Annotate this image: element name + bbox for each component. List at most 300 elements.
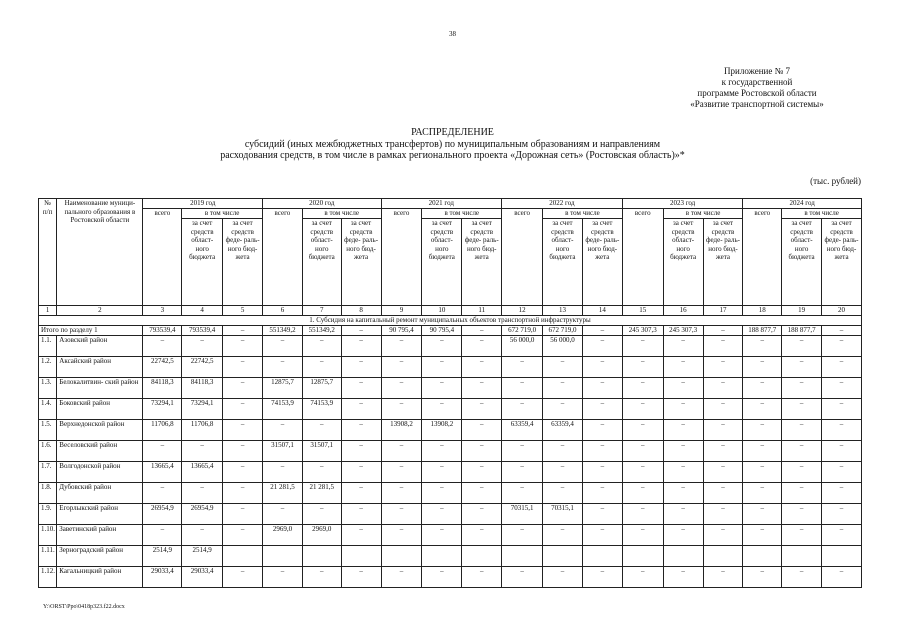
value-cell: – (582, 524, 622, 545)
value-cell: – (341, 335, 381, 356)
value-cell (822, 545, 862, 566)
total-cell: 245 307,3 (622, 325, 663, 335)
value-cell: – (302, 461, 341, 482)
value-cell (582, 545, 622, 566)
value-cell: – (822, 482, 862, 503)
value-cell: – (782, 566, 822, 587)
row-number: 1.2. (39, 356, 57, 377)
value-cell: 21 281,5 (302, 482, 341, 503)
table-row (39, 377, 862, 398)
value-cell: – (341, 440, 381, 461)
value-cell: 11706,8 (182, 419, 223, 440)
column-number: 12 (502, 306, 543, 316)
value-cell: – (622, 566, 663, 587)
year-header: 2021 год (381, 199, 502, 209)
value-cell: – (543, 461, 583, 482)
col-header-regional-budget: за счет средств област- ного бюджета (663, 219, 703, 306)
value-cell: – (582, 419, 622, 440)
table-row (39, 398, 862, 419)
value-cell: – (223, 335, 263, 356)
column-number: 18 (743, 306, 782, 316)
value-cell: – (663, 356, 703, 377)
value-cell: – (782, 482, 822, 503)
value-cell: – (743, 524, 782, 545)
col-header-including: в том числе (422, 209, 502, 219)
value-cell: – (381, 503, 422, 524)
value-cell: – (341, 524, 381, 545)
col-header-including: в том числе (182, 209, 263, 219)
value-cell: – (543, 440, 583, 461)
value-cell: – (462, 398, 502, 419)
total-cell: 245 307,3 (663, 325, 703, 335)
value-cell (622, 545, 663, 566)
value-cell: 31507,1 (263, 440, 303, 461)
column-number: 16 (663, 306, 703, 316)
value-cell: – (462, 461, 502, 482)
value-cell: – (622, 503, 663, 524)
col-header-regional-budget: за счет средств област- ного бюджета (422, 219, 462, 306)
value-cell: – (743, 461, 782, 482)
value-cell: – (622, 356, 663, 377)
value-cell: – (223, 440, 263, 461)
value-cell: – (341, 482, 381, 503)
appendix-line: Приложение № 7 (724, 66, 790, 76)
value-cell: – (462, 377, 502, 398)
value-cell: – (341, 398, 381, 419)
row-number: 1.8. (39, 482, 57, 503)
value-cell: – (822, 398, 862, 419)
value-cell: – (223, 524, 263, 545)
value-cell: – (182, 335, 223, 356)
value-cell (663, 545, 703, 566)
value-cell: – (822, 419, 862, 440)
value-cell: 22742,5 (143, 356, 182, 377)
total-cell: – (582, 325, 622, 335)
column-number: 6 (263, 306, 303, 316)
municipality-name: Волгодонской район (57, 461, 143, 482)
column-number: 13 (543, 306, 583, 316)
value-cell: – (422, 482, 462, 503)
value-cell: – (782, 461, 822, 482)
value-cell: – (462, 440, 502, 461)
footer-file-path: Y:\ORST\Ppo\0418p323.f22.docx (43, 604, 125, 610)
value-cell: 56 000,0 (502, 335, 543, 356)
value-cell: – (182, 482, 223, 503)
value-cell: – (743, 356, 782, 377)
value-cell: – (743, 482, 782, 503)
year-header: 2020 год (263, 199, 381, 209)
value-cell: – (302, 566, 341, 587)
value-cell: 2514,9 (143, 545, 182, 566)
value-cell: 2969,0 (302, 524, 341, 545)
value-cell: – (743, 335, 782, 356)
total-cell: 793539,4 (182, 325, 223, 335)
value-cell: 22742,5 (182, 356, 223, 377)
value-cell: – (422, 377, 462, 398)
value-cell: – (822, 503, 862, 524)
value-cell: 12875,7 (302, 377, 341, 398)
column-number: 2 (57, 306, 143, 316)
value-cell: – (622, 461, 663, 482)
value-cell: – (381, 335, 422, 356)
value-cell: – (263, 461, 303, 482)
value-cell: – (381, 524, 422, 545)
value-cell: – (822, 377, 862, 398)
column-number: 20 (822, 306, 862, 316)
col-header-including: в том числе (543, 209, 623, 219)
municipality-name: Боковский район (57, 398, 143, 419)
year-header: 2023 год (622, 199, 743, 209)
col-header-federal-budget: за счет средств феде- раль- ного бюд- жета (703, 219, 743, 306)
value-cell: – (582, 566, 622, 587)
col-header-including: в том числе (663, 209, 743, 219)
column-number: 8 (341, 306, 381, 316)
total-cell: 551349,2 (302, 325, 341, 335)
column-number: 1 (39, 306, 57, 316)
value-cell: – (302, 503, 341, 524)
value-cell: – (302, 356, 341, 377)
value-cell: – (703, 566, 743, 587)
value-cell: 26954,9 (182, 503, 223, 524)
col-header-federal-budget: за счет средств феде- раль- ного бюд- жета (582, 219, 622, 306)
value-cell: – (422, 356, 462, 377)
value-cell: – (703, 398, 743, 419)
value-cell: – (663, 335, 703, 356)
total-cell: 672 719,0 (543, 325, 583, 335)
value-cell: – (502, 356, 543, 377)
col-header-total: всего (381, 209, 422, 306)
value-cell: – (462, 419, 502, 440)
col-header-regional-budget: за счет средств област- ного бюджета (782, 219, 822, 306)
value-cell: – (743, 566, 782, 587)
value-cell: – (822, 440, 862, 461)
value-cell (263, 545, 303, 566)
value-cell: – (822, 566, 862, 587)
table-row (39, 503, 862, 524)
value-cell: – (502, 398, 543, 419)
value-cell (223, 545, 263, 566)
value-cell: – (381, 440, 422, 461)
table-row (39, 461, 862, 482)
value-cell: – (223, 566, 263, 587)
value-cell: – (582, 335, 622, 356)
value-cell: – (622, 419, 663, 440)
municipality-name: Азовский район (57, 335, 143, 356)
appendix-header (657, 66, 857, 110)
value-cell (743, 545, 782, 566)
value-cell: – (381, 398, 422, 419)
value-cell: 56 000,0 (543, 335, 583, 356)
value-cell: – (582, 482, 622, 503)
value-cell: 13665,4 (143, 461, 182, 482)
total-cell: 90 795,4 (422, 325, 462, 335)
col-header-total: всего (622, 209, 663, 306)
value-cell: – (703, 419, 743, 440)
municipality-name: Заветинский район (57, 524, 143, 545)
column-number: 7 (302, 306, 341, 316)
value-cell: – (422, 398, 462, 419)
value-cell: – (263, 335, 303, 356)
value-cell: – (782, 398, 822, 419)
value-cell: – (582, 377, 622, 398)
value-cell: – (341, 419, 381, 440)
value-cell: – (422, 440, 462, 461)
value-cell: – (743, 440, 782, 461)
value-cell: – (462, 566, 502, 587)
value-cell (462, 545, 502, 566)
value-cell: – (703, 356, 743, 377)
value-cell: – (263, 419, 303, 440)
value-cell: 2969,0 (263, 524, 303, 545)
value-cell: 63359,4 (543, 419, 583, 440)
distribution-table (38, 198, 862, 588)
value-cell: – (263, 566, 303, 587)
document-title (0, 127, 905, 162)
value-cell: – (663, 398, 703, 419)
value-cell: – (422, 461, 462, 482)
value-cell: – (341, 461, 381, 482)
col-header-total: всего (743, 209, 782, 306)
value-cell: 12875,7 (263, 377, 303, 398)
value-cell: – (782, 524, 822, 545)
col-header-name: Наименование муници- пального образования в Ростовской области (57, 199, 143, 306)
row-number: 1.10. (39, 524, 57, 545)
value-cell: – (223, 482, 263, 503)
value-cell: – (582, 356, 622, 377)
value-cell: – (502, 566, 543, 587)
value-cell: – (782, 377, 822, 398)
column-number: 11 (462, 306, 502, 316)
value-cell (422, 545, 462, 566)
column-number: 14 (582, 306, 622, 316)
total-row-label: Итого по разделу 1 (39, 325, 143, 335)
table-row (39, 482, 862, 503)
appendix-line: к государственной (721, 77, 793, 87)
value-cell: – (703, 461, 743, 482)
value-cell: – (663, 503, 703, 524)
value-cell: – (422, 524, 462, 545)
value-cell (381, 545, 422, 566)
title-line: субсидий (иных межбюджетных трансфертов) по муниципальным образованиям и направлениям (244, 138, 661, 150)
total-cell: 551349,2 (263, 325, 303, 335)
col-header-regional-budget: за счет средств област- ного бюджета (302, 219, 341, 306)
col-header-num: № п/п (39, 199, 57, 306)
total-cell: – (341, 325, 381, 335)
value-cell: – (182, 524, 223, 545)
value-cell: – (543, 398, 583, 419)
value-cell: 84118,3 (182, 377, 223, 398)
value-cell: – (302, 335, 341, 356)
year-header: 2024 год (743, 199, 862, 209)
value-cell (782, 545, 822, 566)
value-cell: – (582, 440, 622, 461)
value-cell: – (743, 377, 782, 398)
value-cell: – (663, 566, 703, 587)
total-cell: 188 877,7 (743, 325, 782, 335)
units-label: (тыс. рублей) (810, 176, 861, 186)
value-cell: – (263, 503, 303, 524)
value-cell: – (462, 356, 502, 377)
value-cell: – (782, 503, 822, 524)
table-row (39, 335, 862, 356)
column-number: 4 (182, 306, 223, 316)
value-cell: – (622, 335, 663, 356)
value-cell: – (341, 566, 381, 587)
value-cell: – (663, 461, 703, 482)
value-cell: – (663, 419, 703, 440)
value-cell (341, 545, 381, 566)
value-cell: – (703, 377, 743, 398)
value-cell (502, 545, 543, 566)
value-cell: – (743, 503, 782, 524)
col-header-federal-budget: за счет средств феде- раль- ного бюд- жета (223, 219, 263, 306)
column-number: 15 (622, 306, 663, 316)
table-row (39, 356, 862, 377)
value-cell: – (543, 566, 583, 587)
value-cell: – (703, 524, 743, 545)
row-number: 1.4. (39, 398, 57, 419)
value-cell: – (381, 356, 422, 377)
row-number: 1.3. (39, 377, 57, 398)
column-number: 3 (143, 306, 182, 316)
total-cell: – (703, 325, 743, 335)
value-cell: 63359,4 (502, 419, 543, 440)
municipality-name: Аксайский район (57, 356, 143, 377)
value-cell: – (782, 419, 822, 440)
row-number: 1.9. (39, 503, 57, 524)
table-row (39, 440, 862, 461)
value-cell: – (622, 398, 663, 419)
value-cell: – (422, 566, 462, 587)
value-cell: – (703, 482, 743, 503)
row-number: 1.12. (39, 566, 57, 587)
value-cell: – (743, 419, 782, 440)
table-row (39, 524, 862, 545)
municipality-name: Белокалитвин- ский район (57, 377, 143, 398)
value-cell: – (143, 524, 182, 545)
row-number: 1.6. (39, 440, 57, 461)
value-cell: 13665,4 (182, 461, 223, 482)
value-cell: – (782, 356, 822, 377)
appendix-line: «Развитие транспортной системы» (690, 99, 824, 109)
value-cell: 13908,2 (381, 419, 422, 440)
value-cell: – (223, 461, 263, 482)
value-cell: 31507,1 (302, 440, 341, 461)
municipality-name: Веселовский район (57, 440, 143, 461)
value-cell: – (502, 377, 543, 398)
municipality-name: Кагальницкий район (57, 566, 143, 587)
value-cell (703, 545, 743, 566)
value-cell: – (502, 440, 543, 461)
col-header-total: всего (263, 209, 303, 306)
value-cell: – (341, 377, 381, 398)
value-cell: – (663, 482, 703, 503)
value-cell: 26954,9 (143, 503, 182, 524)
col-header-federal-budget: за счет средств феде- раль- ного бюд- жета (822, 219, 862, 306)
value-cell: – (223, 398, 263, 419)
value-cell: – (743, 398, 782, 419)
value-cell: 2514,9 (182, 545, 223, 566)
value-cell: – (622, 377, 663, 398)
value-cell: – (703, 335, 743, 356)
value-cell: – (143, 482, 182, 503)
value-cell: 13908,2 (422, 419, 462, 440)
total-cell: 188 877,7 (782, 325, 822, 335)
value-cell: 74153,9 (302, 398, 341, 419)
value-cell: 84118,3 (143, 377, 182, 398)
value-cell: – (703, 440, 743, 461)
title-line: расходования средств, в том числе в рамках регионального проекта «Дорожная сеть» (Ростовская область)»* (220, 150, 685, 161)
year-header: 2022 год (502, 199, 623, 209)
value-cell: – (302, 419, 341, 440)
value-cell: – (622, 440, 663, 461)
value-cell: 73294,1 (182, 398, 223, 419)
value-cell: – (543, 377, 583, 398)
municipality-name: Дубовский район (57, 482, 143, 503)
column-number: 10 (422, 306, 462, 316)
col-header-total: всего (502, 209, 543, 306)
page-number: 38 (449, 30, 456, 38)
value-cell: – (543, 482, 583, 503)
value-cell: – (822, 335, 862, 356)
value-cell (543, 545, 583, 566)
table-row (39, 419, 862, 440)
row-number: 1.7. (39, 461, 57, 482)
value-cell: – (182, 440, 223, 461)
value-cell: – (422, 503, 462, 524)
value-cell: 21 281,5 (263, 482, 303, 503)
municipality-name: Егорлыкский район (57, 503, 143, 524)
value-cell: – (143, 335, 182, 356)
value-cell: – (143, 440, 182, 461)
row-number: 1.1. (39, 335, 57, 356)
value-cell: – (663, 377, 703, 398)
column-number: 9 (381, 306, 422, 316)
value-cell: – (822, 461, 862, 482)
value-cell: – (622, 524, 663, 545)
col-header-regional-budget: за счет средств област- ного бюджета (543, 219, 583, 306)
value-cell: – (422, 335, 462, 356)
value-cell: – (502, 524, 543, 545)
total-cell: – (822, 325, 862, 335)
value-cell: – (582, 398, 622, 419)
value-cell: – (822, 524, 862, 545)
year-header: 2019 год (143, 199, 263, 209)
title-heading: РАСПРЕДЕЛЕНИЕ (411, 127, 494, 138)
table-row (39, 566, 862, 587)
total-cell: – (462, 325, 502, 335)
value-cell: – (381, 482, 422, 503)
value-cell: – (223, 419, 263, 440)
value-cell: – (462, 335, 502, 356)
value-cell: – (582, 503, 622, 524)
value-cell: – (263, 356, 303, 377)
total-cell: 90 795,4 (381, 325, 422, 335)
col-header-regional-budget: за счет средств област- ного бюджета (182, 219, 223, 306)
value-cell: – (502, 482, 543, 503)
col-header-federal-budget: за счет средств феде- раль- ного бюд- жета (341, 219, 381, 306)
municipality-name: Верхнедонской район (57, 419, 143, 440)
column-number: 19 (782, 306, 822, 316)
value-cell: – (782, 335, 822, 356)
value-cell: – (223, 503, 263, 524)
value-cell: – (663, 440, 703, 461)
total-cell: 793539,4 (143, 325, 182, 335)
value-cell: – (782, 440, 822, 461)
value-cell: – (622, 482, 663, 503)
col-header-total: всего (143, 209, 182, 306)
value-cell: 74153,9 (263, 398, 303, 419)
